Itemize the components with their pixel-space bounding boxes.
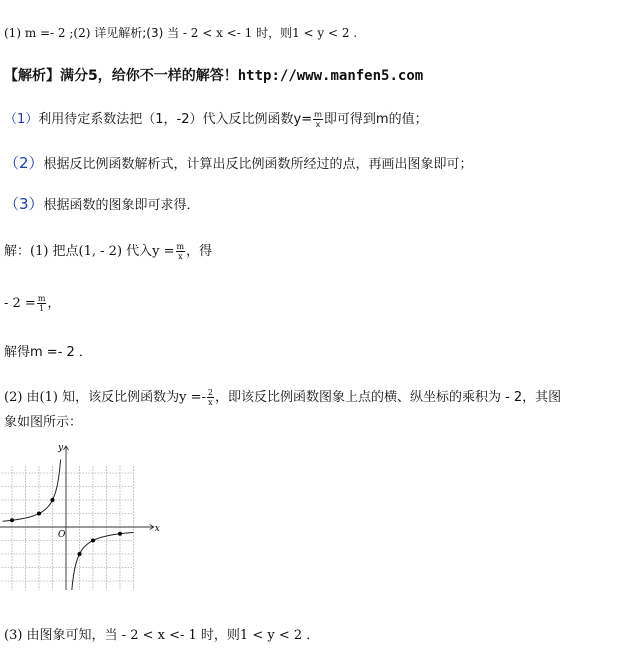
step-1 — [4, 108, 428, 129]
solution-line-2-den: 1 — [39, 304, 45, 313]
step-3-number: （3） — [4, 195, 44, 213]
step-1-frac-den: x — [315, 120, 321, 129]
graph-point — [118, 532, 122, 536]
graph-point — [91, 539, 95, 543]
solution-part-2-c: 象如图所示： — [4, 415, 83, 430]
graph-axes — [0, 446, 154, 590]
step-1-text-b: 即可得到m的值； — [323, 112, 428, 127]
solution-line-2-fraction — [37, 294, 47, 313]
solution-line-3-text: 解得m =- 2 ． — [4, 345, 92, 360]
x-axis — [0, 525, 154, 530]
answer-line — [4, 24, 357, 41]
solution-part-2-a: (2) 由(1) 知，该反比例函数为y =- — [4, 390, 206, 405]
solution-part-2-fraction — [207, 388, 214, 407]
solution-part-2 — [4, 386, 561, 407]
curve-branch-right — [71, 532, 133, 590]
inverse-function-graph — [0, 440, 170, 590]
x-axis-label: x — [154, 524, 160, 534]
solution-line-2-a: - 2 = — [4, 296, 36, 311]
answer-part3: - 2 < x <- 1 — [179, 26, 257, 40]
solution-part-2-continued — [4, 411, 82, 430]
graph-point — [78, 552, 82, 556]
step-2-number: （2） — [4, 154, 44, 172]
step-3-text: 根据函数的图象即可求得． — [43, 198, 200, 213]
curve-branch-left — [3, 460, 61, 522]
answer-part2: 详见解析;(3) 当 — [94, 26, 180, 40]
step-2 — [4, 152, 473, 173]
step-1-fraction — [313, 110, 323, 129]
solution-part-3 — [4, 624, 319, 643]
solution-line-3 — [4, 341, 92, 360]
solution-line-1-a: 解：(1) 把点(1, - 2) 代入y = — [4, 244, 175, 259]
analysis-header — [4, 65, 423, 85]
solution-line-2-b: ， — [47, 296, 61, 311]
site-url: http://www.manfen5.com — [237, 68, 424, 84]
step-1-text-a: 利用待定系数法把（1，-2）代入反比例函数 — [38, 112, 294, 127]
step-3 — [4, 193, 200, 214]
solution-line-2-num: m — [37, 294, 46, 303]
graph-point — [10, 518, 14, 522]
graph-curves — [3, 460, 134, 591]
solution-part-3-text: (3) 由图象可知，当 - 2 < x <- 1 时，则1 < y < 2 ． — [4, 628, 320, 643]
step-2-text: 根据反比例函数解析式，计算出反比例函数所经过的点，再画出图象即可； — [43, 157, 473, 172]
solution-part-2-num: 2 — [207, 388, 213, 397]
origin-label: O — [58, 530, 66, 540]
solution-part-2-b: ，即该反比例函数图象上点的横、纵坐标的乘积为 - 2，其图 — [214, 390, 562, 405]
step-1-y-eq: y= — [293, 112, 313, 127]
graph-grid — [0, 466, 134, 590]
solution-line-1-num: m — [176, 242, 185, 251]
graph-point — [51, 498, 55, 502]
solution-line-1-den: x — [178, 252, 183, 261]
solution-line-1 — [4, 240, 212, 261]
solution-part-2-den: x — [208, 398, 213, 407]
analysis-bracket: 【解析】 — [4, 68, 60, 84]
step-1-frac-num: m — [314, 110, 322, 119]
slogan: 满分5，给你不一样的解答！ — [60, 68, 238, 84]
solution-line-1-fraction — [176, 242, 186, 261]
answer-part4: 时，则 — [256, 26, 293, 40]
answer-part1: (1) m =- 2 ;(2) — [4, 26, 95, 40]
step-1-number: （1） — [4, 112, 39, 127]
solution-line-2 — [4, 292, 60, 313]
y-axis-label: y — [58, 443, 64, 453]
solution-line-1-b: ，得 — [186, 244, 213, 259]
answer-part5: 1 < y < 2 . — [292, 26, 358, 40]
graph-point — [37, 512, 41, 516]
y-axis — [64, 446, 69, 590]
